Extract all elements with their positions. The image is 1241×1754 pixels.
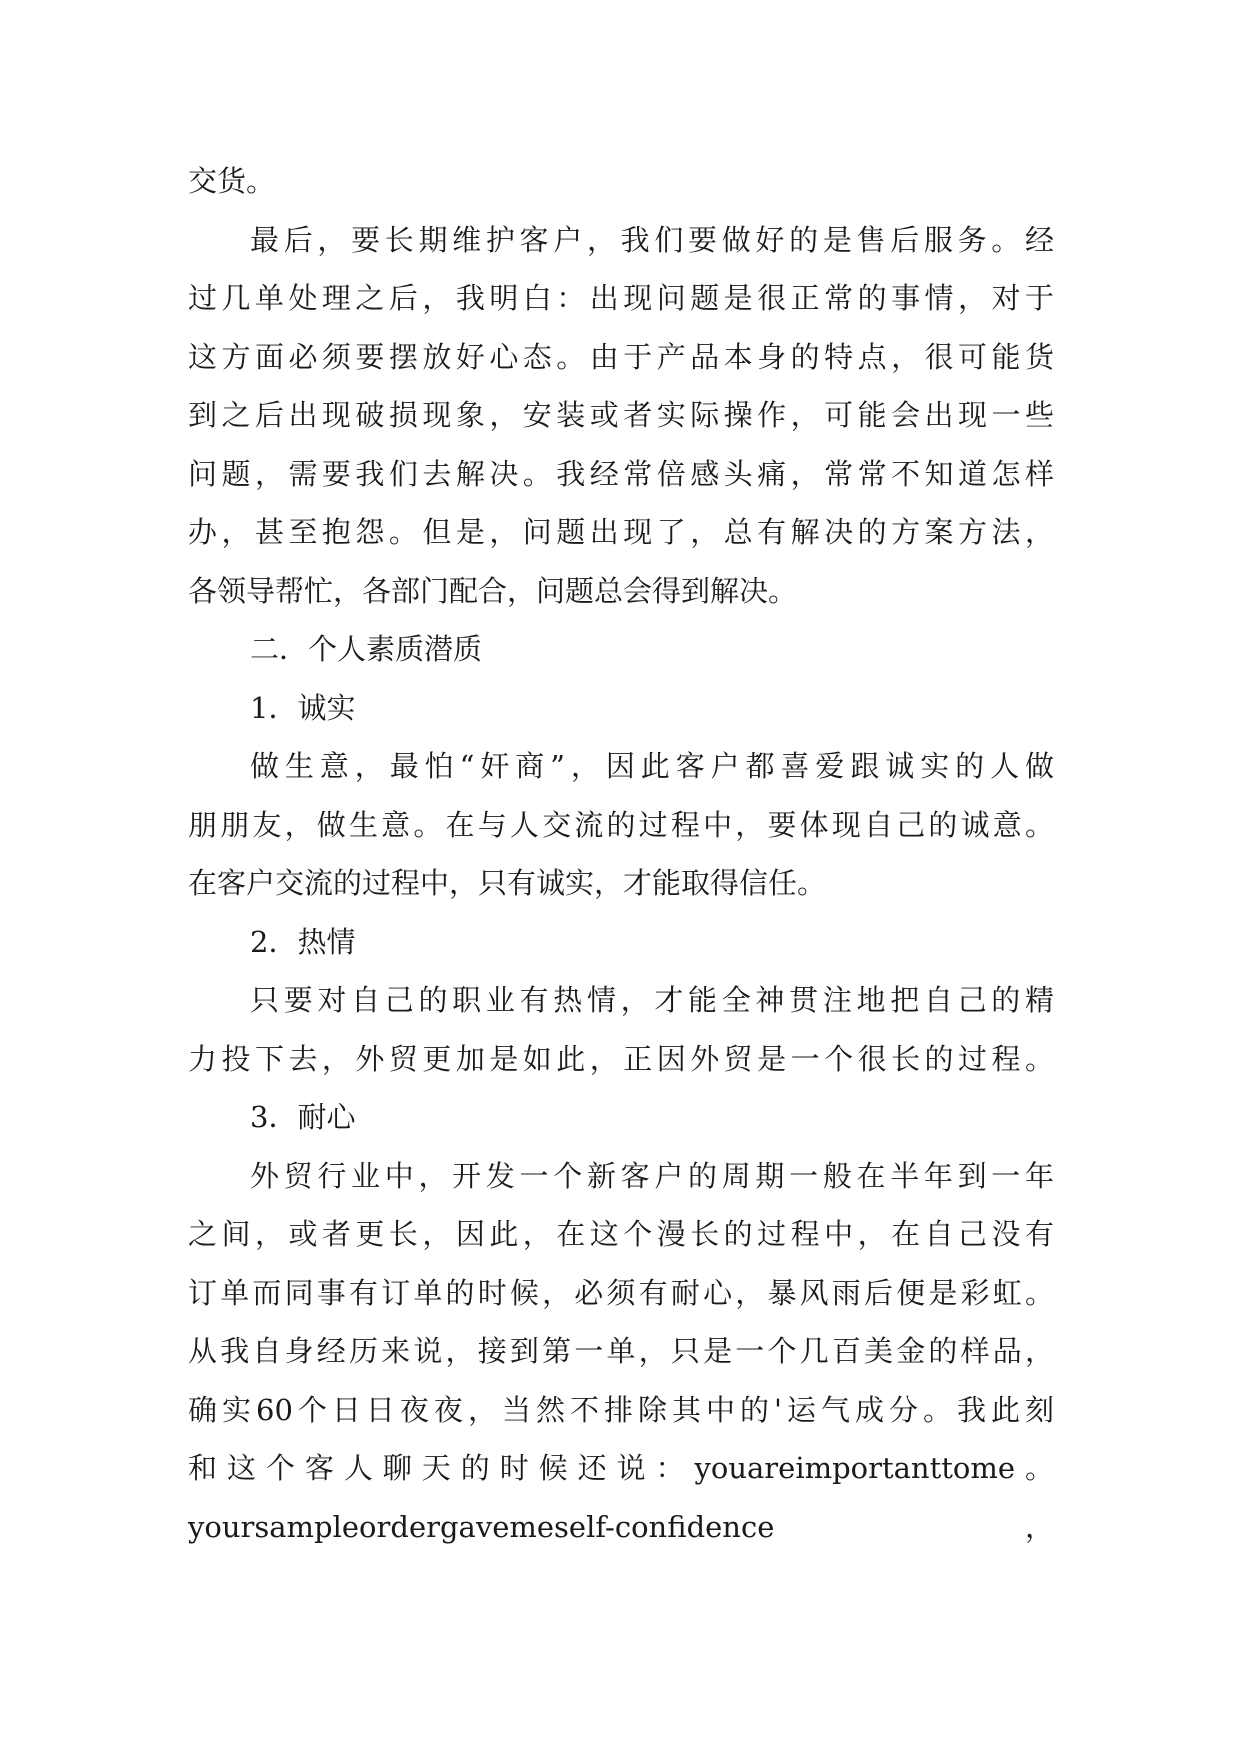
subsection-heading: 1．诚实 (250, 690, 356, 725)
paragraph-line: 订单而同事有订单的时候，必须有耐心，暴风雨后便是彩虹。 (188, 1275, 1054, 1310)
subsection-heading: 3．耐心 (250, 1100, 356, 1134)
paragraph-line: 外贸行业中，开发一个新客户的周期一般在半年到一年 (250, 1158, 1054, 1193)
paragraph-line: 最后，要长期维护客户，我们要做好的是售后服务。经 (250, 222, 1054, 257)
paragraph-line: 在客户交流的过程中，只有诚实，才能取得信任。 (188, 866, 827, 900)
paragraph-line: 从我自身经历来说，接到第一单，只是一个几百美金的样品， (188, 1334, 1054, 1368)
subsection-heading: 2．热情 (250, 924, 356, 959)
paragraph-line: 和这个客人聊天的时候还说：youareimportanttome。 (188, 1451, 1054, 1485)
paragraph-line: 交货。 (188, 164, 276, 198)
paragraph-line: 朋朋友，做生意。在与人交流的过程中，要体现自己的诚意。 (188, 807, 1054, 842)
paragraph-line: 力投下去，外贸更加是如此，正因外贸是一个很长的过程。 (188, 1041, 1054, 1076)
trailing-comma: ， (1024, 1509, 1054, 1544)
paragraph-line: 过几单处理之后，我明白：出现问题是很正常的事情，对于 (188, 281, 1054, 315)
document-body (188, 152, 1054, 1556)
paragraph-line: 之间，或者更长，因此，在这个漫长的过程中，在自己没有 (188, 1217, 1054, 1251)
paragraph-line: 做生意，最怕“奸商”，因此客户都喜爱跟诚实的人做 (250, 749, 1054, 783)
paragraph-line: 这方面必须要摆放好心态。由于产品本身的特点，很可能货 (188, 339, 1054, 374)
paragraph-line (188, 1498, 1054, 1557)
paragraph-line: 确实60个日日夜夜，当然不排除其中的'运气成分。我此刻 (188, 1392, 1054, 1427)
paragraph-line: 办，甚至抱怨。但是，问题出现了，总有解决的方案方法， (188, 515, 1054, 549)
paragraph-line: 只要对自己的职业有热情，才能全神贯注地把自己的精 (250, 983, 1054, 1017)
section-heading: 二．个人素质潜质 (250, 632, 483, 666)
paragraph-line: 到之后出现破损现象，安装或者实际操作，可能会出现一些 (188, 398, 1054, 432)
paragraph-line: 问题，需要我们去解决。我经常倍感头痛，常常不知道怎样 (188, 456, 1054, 491)
english-phrase: yoursampleordergavemeself-confidence (188, 1509, 775, 1544)
paragraph-line: 各领导帮忙，各部门配合，问题总会得到解决。 (188, 573, 798, 608)
